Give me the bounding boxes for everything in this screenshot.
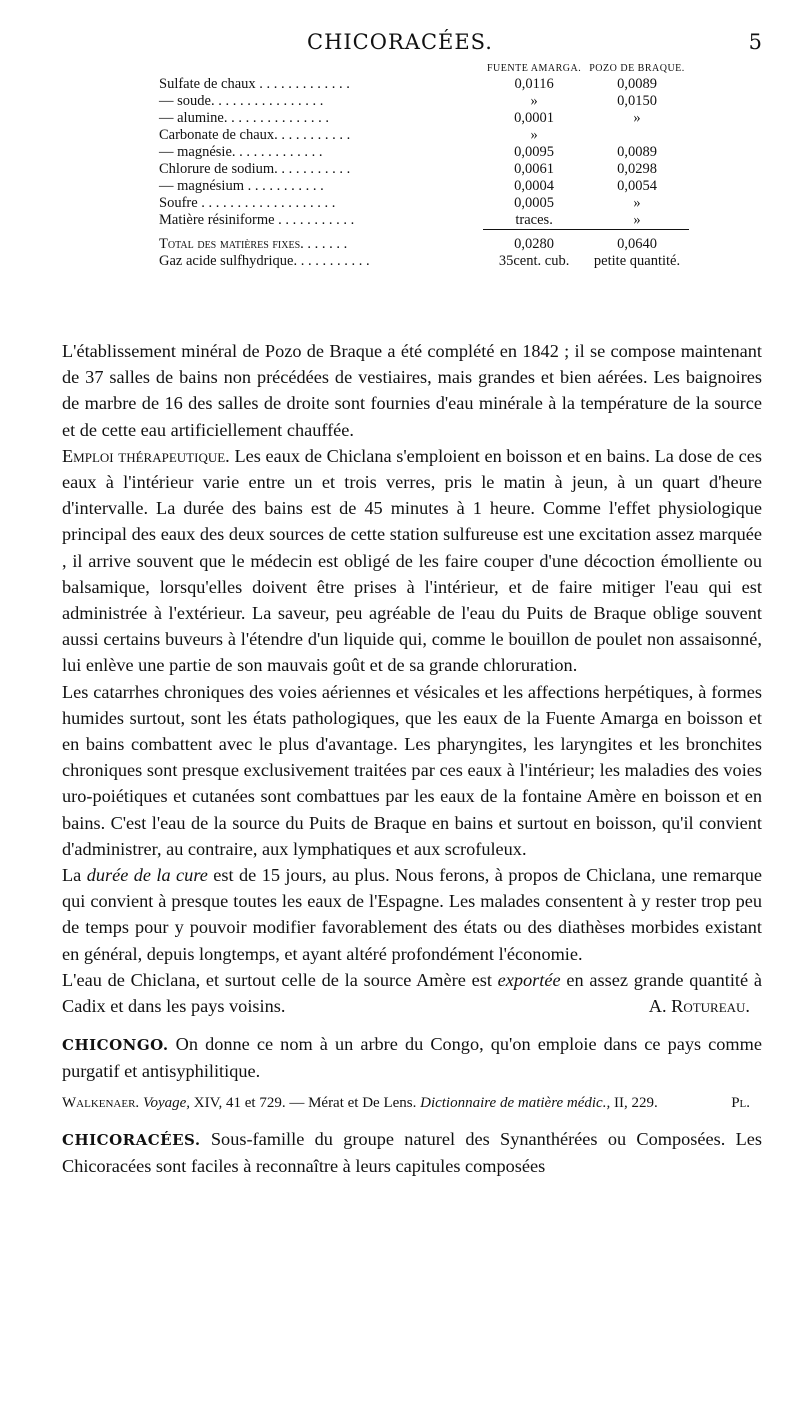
row-label: Soufre . . . . . . . . . . . . . . . . . . . [159,195,336,211]
table-total-row [155,230,689,254]
row-value: 0,0150 [617,93,657,109]
entry-headword: CHICONGO. [62,1036,169,1055]
paragraph [62,967,762,1019]
ref-title: Voyage, [142,1094,191,1111]
total-value-1: 0,0280 [483,230,585,254]
entry-chicoracees [62,1126,762,1179]
ref-text: II, 229. [613,1094,658,1111]
mineral-analysis-table [155,62,689,270]
entry-chicongo [62,1031,762,1084]
paragraph-text: en assez grande quantité à Cadix et dans les pays voisins. [62,969,762,1017]
row-value: » [530,127,538,143]
row-value: 0,0089 [617,144,657,160]
table-row [155,161,689,178]
bibliography [62,1093,762,1114]
body-text [62,338,762,1179]
row-label: — magnésie. . . . . . . . . . . . . [159,144,323,160]
gas-value-2: petite quantité. [593,253,681,269]
paragraph [62,862,762,967]
running-head [0,30,800,60]
row-value: 0,0054 [617,178,657,194]
row-label: — magnésium . . . . . . . . . . . [159,178,324,194]
ref-text: XIV, 41 et 729. — Mérat et De Lens. [193,1094,417,1111]
total-label: Total des matières fixes. . . . . . . [159,235,348,252]
row-value: traces. [515,212,553,228]
author-signature: A. Rotureau. [648,996,750,1017]
row-value: 0,0005 [514,195,555,211]
paragraph [62,338,762,443]
table-gas-row [155,253,689,270]
row-value: 0,0001 [514,110,555,126]
row-value: » [530,93,538,109]
row-value: » [633,195,641,211]
row-value: 0,0061 [514,161,555,177]
table-row [155,76,689,93]
gas-value-1: 35cent. cub. [498,253,570,269]
total-value-2: 0,0640 [585,230,689,254]
table-row [155,178,689,195]
paragraph-text: Sous-famille du groupe naturel des Synanthérées ou Composées. Les Chicoracées sont faciles à reconnaître à leurs capitules composées [62,1128,762,1176]
running-title: CHICORACÉES. [307,30,493,54]
paragraph [62,443,762,679]
paragraph-text: On donne ce nom à un arbre du Congo, qu'on emploie dans ce pays comme purgatif et antisyphilitique. [62,1034,762,1082]
paragraph-text: L'eau de Chiclana, et surtout celle de la source Amère est [62,969,492,990]
column-header-fuente-amarga: FUENTE AMARGA. [487,63,582,74]
row-value: 0,0298 [617,161,657,177]
paragraph-text: L'établissement minéral de Pozo de Braque a été complété en 1842 ; il se compose maintenant de 37 salles de bains non précédées de vestiaires, mais grandes et bien aérées. Les baignoires de marbre de 16 des salles de droite sont fournies d'eau minérale à la température de la source et de cette eau artificiellement chauffée. [62,341,762,440]
row-value: 0,0004 [514,178,555,194]
table-row [155,110,689,127]
row-label: — alumine. . . . . . . . . . . . . . . [159,110,329,126]
row-label: Sulfate de chaux . . . . . . . . . . . . . [159,76,350,92]
row-value [585,127,689,144]
table-row [155,144,689,161]
table-row [155,93,689,110]
paragraph-text: Les catarrhes chroniques des voies aériennes et vésicales et les affections herpétiques, à formes humides surtout, sont les états pathologiques, que les eaux de la Fuente Amarga en boisson et en bains combattent avec le plus d'avantage. Les pharyngites, les laryngites et les bronchites chroniques sont presque exclusivement traitées par ces eaux à l'intérieur; les maladies des voies uro-poiétiques et cutanées sont combattues par les eaux de la fontaine Amère en boisson et en bains. C'est l'eau de la source du Puits de Braque en bains et surtout en boisson, qu'il convient d'administrer, au contraire, aux lymphatiques et aux scrofuleux. [62,681,762,859]
section-lead: Emploi thérapeutique. [62,445,230,466]
entry-headword: CHICORACÉES. [62,1130,201,1149]
column-header-pozo-de-braque: POZO DE BRAQUE. [589,63,685,74]
table-row [155,127,689,144]
paragraph [62,679,762,862]
ref-author: Walkenaer. [62,1094,140,1111]
row-label: Carbonate de chaux. . . . . . . . . . . [159,127,351,143]
table-row [155,195,689,212]
row-value: 0,0116 [514,76,554,92]
row-label: Matière résiniforme . . . . . . . . . . . [159,212,355,229]
paragraph-text: Les eaux de Chiclana s'emploient en boisson et en bains. La dose de ces eaux à l'intérieur varie entre un et trois verres, pris le matin à jeun, à un quart d'heure d'intervalle. La durée des bains est de 45 minutes à 1 heure. Comme l'effet physiologique principal des eaux des deux sources de cette station sulfureuse est une excitation assez marquée , il arrive souvent que le médecin est obligé de les faire couper d'une décoction émolliente ou balsamique, lorsqu'elles doivent être prises à l'intérieur, et de faire mitiger l'eau qui est administrée à l'extérieur. La saveur, peu agréable de l'eau du Puits de Braque oblige souvent aussi certains buveurs à l'étendre d'un liquide qui, comme le bouillon de poulet non assaisonné, lui enlève une partie de son mauvais goût et de sa grande chloruration. [62,445,763,676]
table-header-row [155,62,689,76]
author-signature: Pl. [731,1094,750,1111]
row-value: 0,0095 [514,144,555,160]
row-value: » [633,212,641,228]
gas-label: Gaz acide sulfhydrique. . . . . . . . . . . [159,253,370,269]
emphasis: durée de la cure [86,865,208,886]
paragraph-text: La [62,865,82,886]
row-value: 0,0089 [617,76,657,92]
ref-title: Dictionnaire de matière médic., [420,1094,611,1111]
row-label: Chlorure de sodium. . . . . . . . . . . [159,161,351,177]
paragraph-text: est de 15 jours, au plus. Nous ferons, à propos de Chiclana, une remarque qui convient à presque toutes les eaux de l'Espagne. Les malades consentent à y rester trop peu de temps pour y pouvoir modifier favorablement des états ou des diathèses morbides existant en général, depuis longtemps, et ayant altéré profondément l'économie. [62,865,762,964]
row-label: — soude. . . . . . . . . . . . . . . . [159,93,324,109]
table-row [155,212,689,230]
page-number: 5 [748,30,762,54]
row-value: » [633,110,641,126]
emphasis: exportée [497,969,561,990]
